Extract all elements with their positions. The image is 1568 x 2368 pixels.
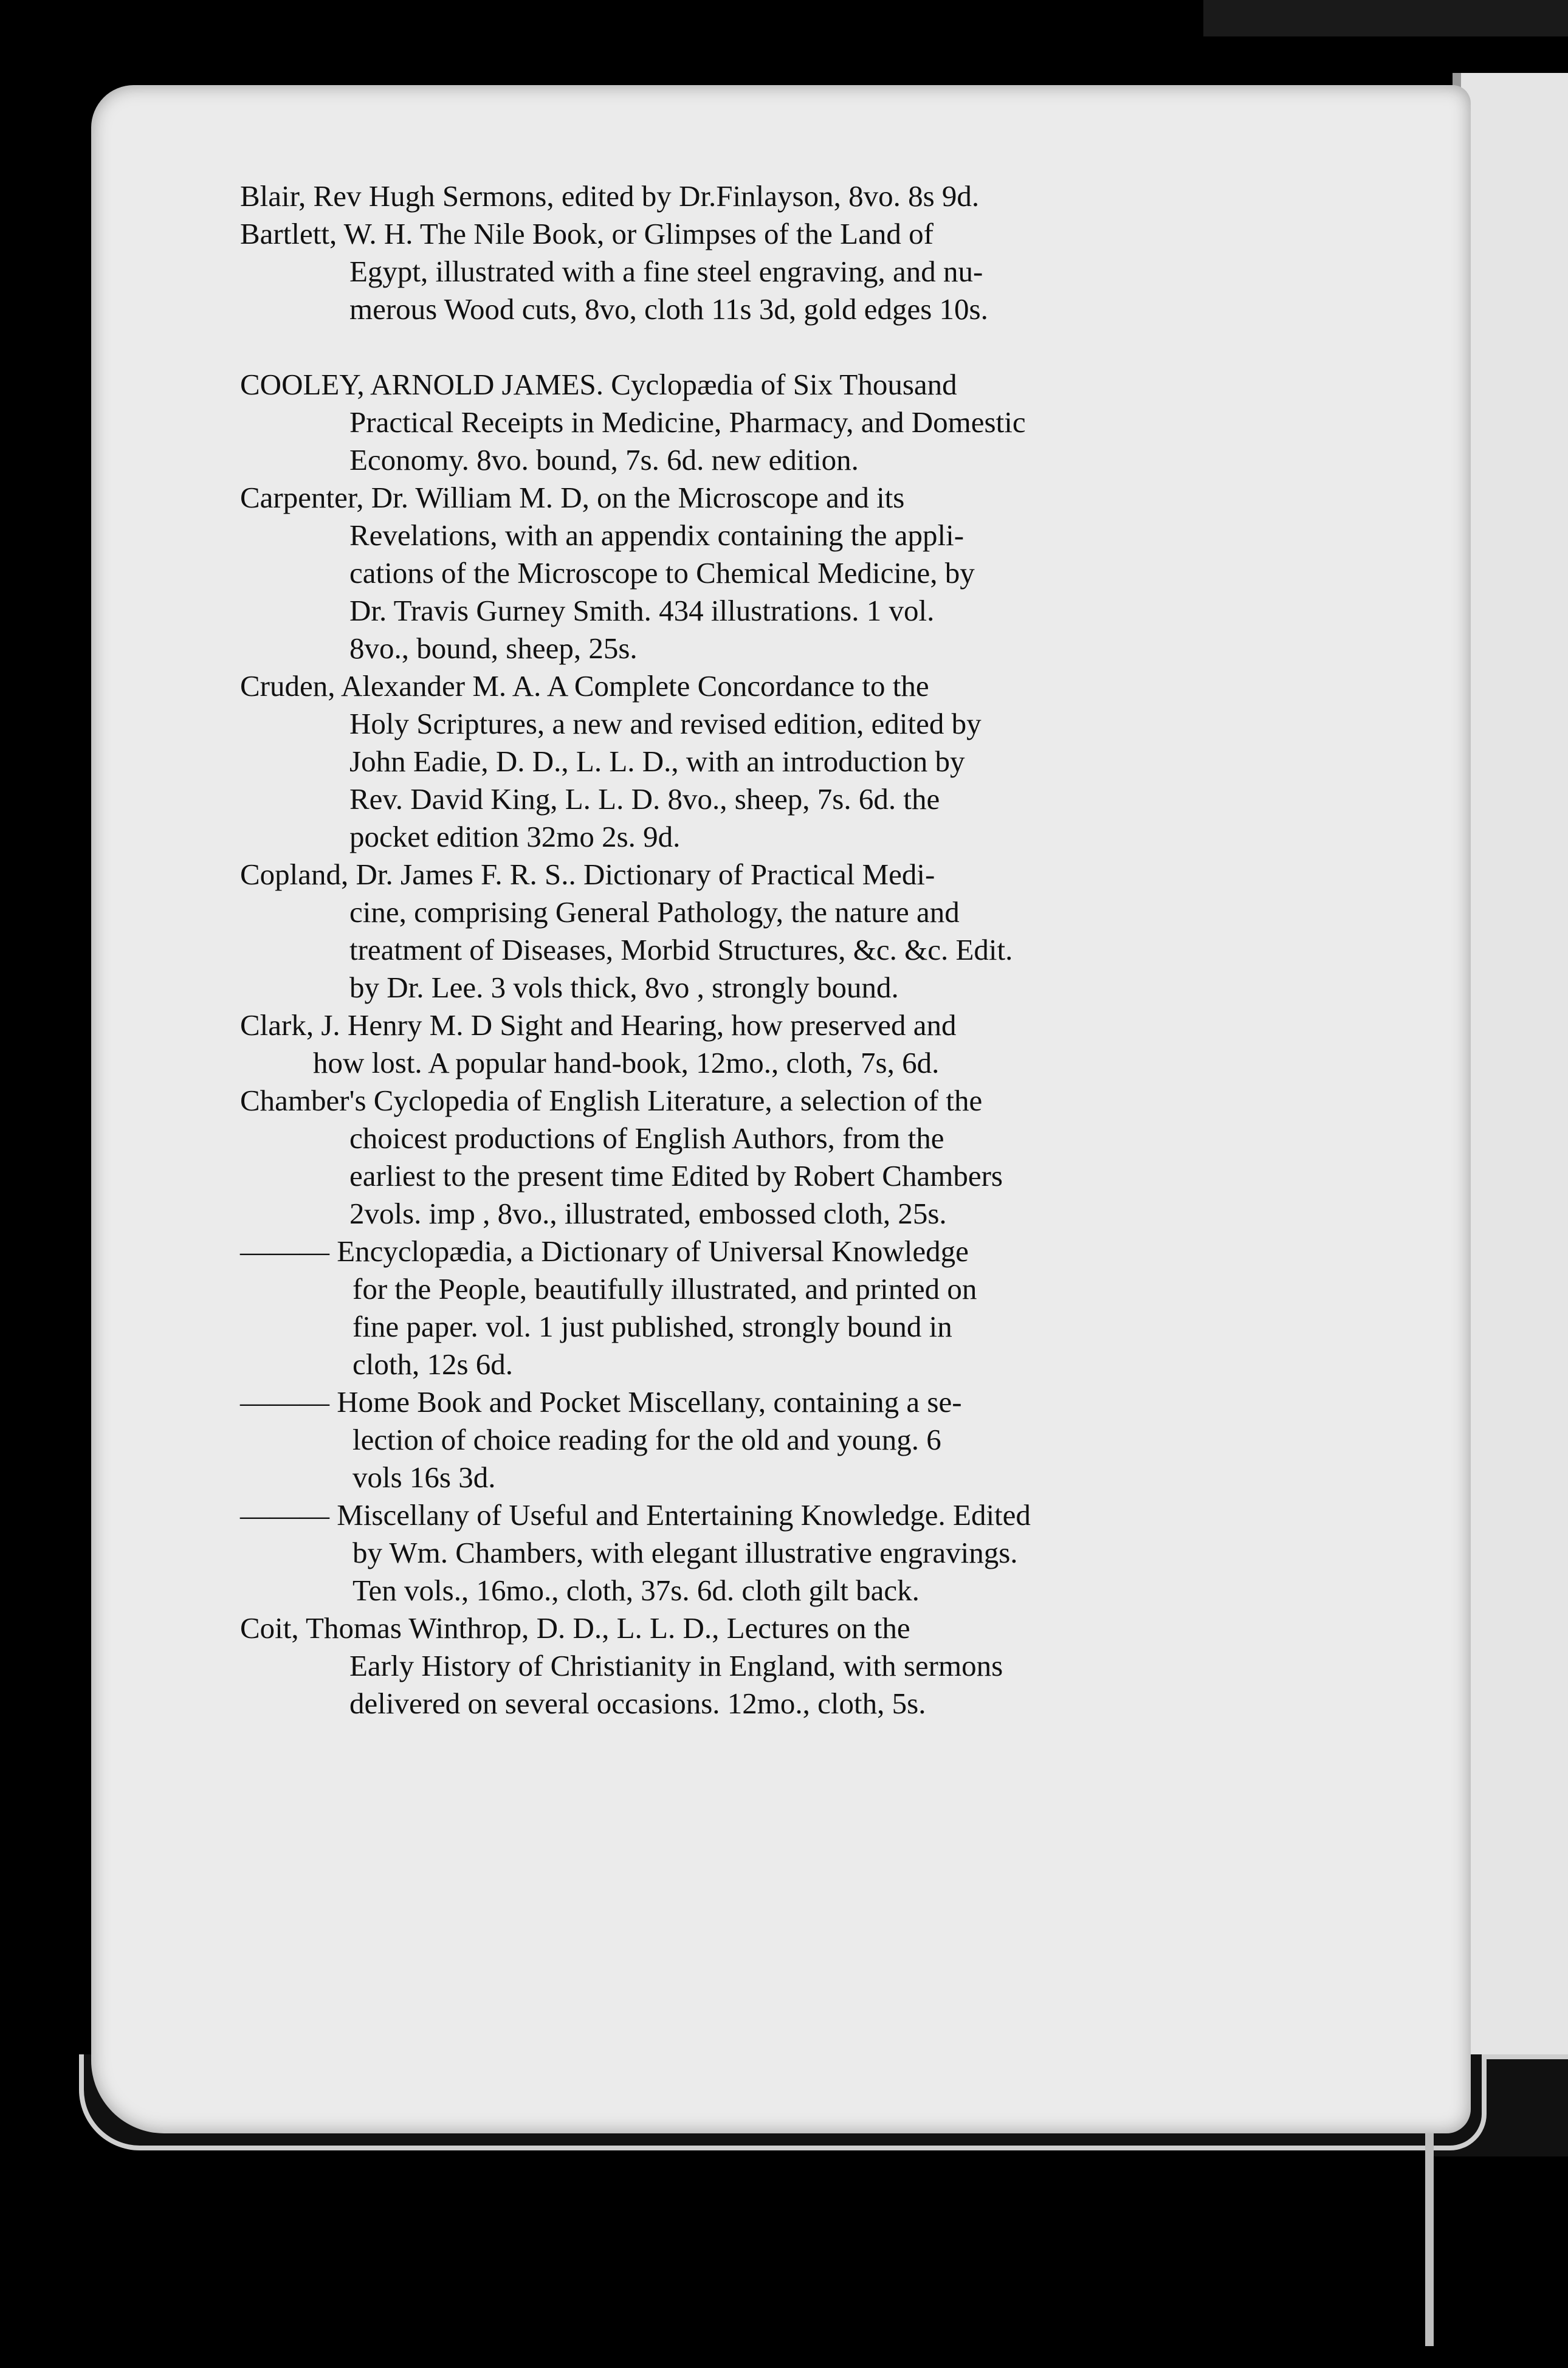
entry-line: Practical Receipts in Medicine, Pharmacy, and Domestic (349, 405, 1026, 439)
entry-line: Revelations, with an appendix containing the appli- (349, 518, 965, 552)
entry-line: Rev. David King, L. L. D. 8vo., sheep, 7s. 6d. the (349, 782, 940, 816)
entry-line: choicest productions of English Authors, from the (349, 1121, 944, 1155)
entry-cooley (240, 366, 1282, 479)
catalogue-listing (240, 177, 1282, 1723)
entry-line: COOLEY, ARNOLD JAMES. Cyclopædia of Six Thousand (240, 368, 957, 401)
entry-line: treatment of Diseases, Morbid Structures, &c. &c. Edit. (349, 933, 1013, 966)
entry-line: Early History of Christianity in England, with sermons (349, 1649, 1003, 1682)
entry-line: ——— Home Book and Pocket Miscellany, containing a se- (240, 1385, 962, 1419)
entry-line: Economy. 8vo. bound, 7s. 6d. new edition. (349, 443, 859, 477)
entry-line: vols 16s 3d. (352, 1461, 496, 1494)
entry-copland (240, 856, 1282, 1007)
entry-line: Egypt, illustrated with a fine steel engraving, and nu- (349, 255, 983, 288)
entry-bartlett (240, 215, 1282, 328)
entry-line: Cruden, Alexander M. A. A Complete Concordance to the (240, 669, 929, 703)
entry-line: merous Wood cuts, 8vo, cloth 11s 3d, gold edges 10s. (349, 292, 988, 326)
entry-line: Chamber's Cyclopedia of English Literature, a selection of the (240, 1084, 983, 1117)
entry-line: 2vols. imp , 8vo., illustrated, embossed cloth, 25s. (349, 1197, 947, 1230)
entry-line: Bartlett, W. H. The Nile Book, or Glimpses of the Land of (240, 217, 934, 250)
entry-line: ——— Encyclopædia, a Dictionary of Universal Knowledge (240, 1234, 969, 1268)
entry-line: fine paper. vol. 1 just published, strongly bound in (352, 1310, 952, 1343)
entry-chambers-home-book (240, 1383, 1282, 1496)
entry-line: earliest to the present time Edited by Robert Chambers (349, 1159, 1003, 1193)
entry-line: by Wm. Chambers, with elegant illustrative engravings. (352, 1536, 1018, 1569)
entry-line: for the People, beautifully illustrated, and printed on (352, 1272, 977, 1306)
entry-line: cloth, 12s 6d. (352, 1347, 514, 1381)
entry-chambers-encyclopaedia (240, 1233, 1282, 1383)
entry-line: Carpenter, Dr. William M. D, on the Microscope and its (240, 481, 905, 514)
entry-line: Ten vols., 16mo., cloth, 37s. 6d. cloth gilt back. (352, 1574, 920, 1607)
entry-cruden (240, 667, 1282, 856)
entry-line: lection of choice reading for the old and young. 6 (352, 1423, 941, 1456)
entry-line: Copland, Dr. James F. R. S.. Dictionary of Practical Medi- (240, 858, 935, 891)
entry-line: delivered on several occasions. 12mo., cloth, 5s. (349, 1687, 926, 1720)
entry-carpenter (240, 479, 1282, 667)
entry-line: Dr. Travis Gurney Smith. 434 illustrations. 1 vol. (349, 594, 935, 627)
entry-line: how lost. A popular hand-book, 12mo., cloth, 7s, 6d. (313, 1046, 940, 1079)
entry-line: ——— Miscellany of Useful and Entertaining Knowledge. Edited (240, 1498, 1031, 1532)
entry-line: John Eadie, D. D., L. L. D., with an introduction by (349, 745, 965, 778)
entry-line: Blair, Rev Hugh Sermons, edited by Dr.Finlayson, 8vo. 8s 9d. (240, 179, 980, 213)
entry-chambers-cyclopedia (240, 1082, 1282, 1233)
entry-line: pocket edition 32mo 2s. 9d. (349, 820, 681, 853)
entry-line: cine, comprising General Pathology, the nature and (349, 895, 960, 929)
binding-strip (1203, 0, 1568, 36)
entry-line: Coit, Thomas Winthrop, D. D., L. L. D., Lectures on the (240, 1611, 910, 1645)
entry-clark (240, 1007, 1282, 1082)
entry-line: Holy Scriptures, a new and revised edition, edited by (349, 707, 982, 740)
entry-line: Clark, J. Henry M. D Sight and Hearing, how preserved and (240, 1008, 957, 1042)
entry-chambers-miscellany (240, 1496, 1282, 1609)
entry-line: by Dr. Lee. 3 vols thick, 8vo , strongly bound. (349, 971, 899, 1004)
entry-blair (240, 177, 1282, 215)
entry-coit (240, 1609, 1282, 1723)
entry-line: 8vo., bound, sheep, 25s. (349, 632, 638, 665)
entry-line: cations of the Microscope to Chemical Medicine, by (349, 556, 975, 590)
